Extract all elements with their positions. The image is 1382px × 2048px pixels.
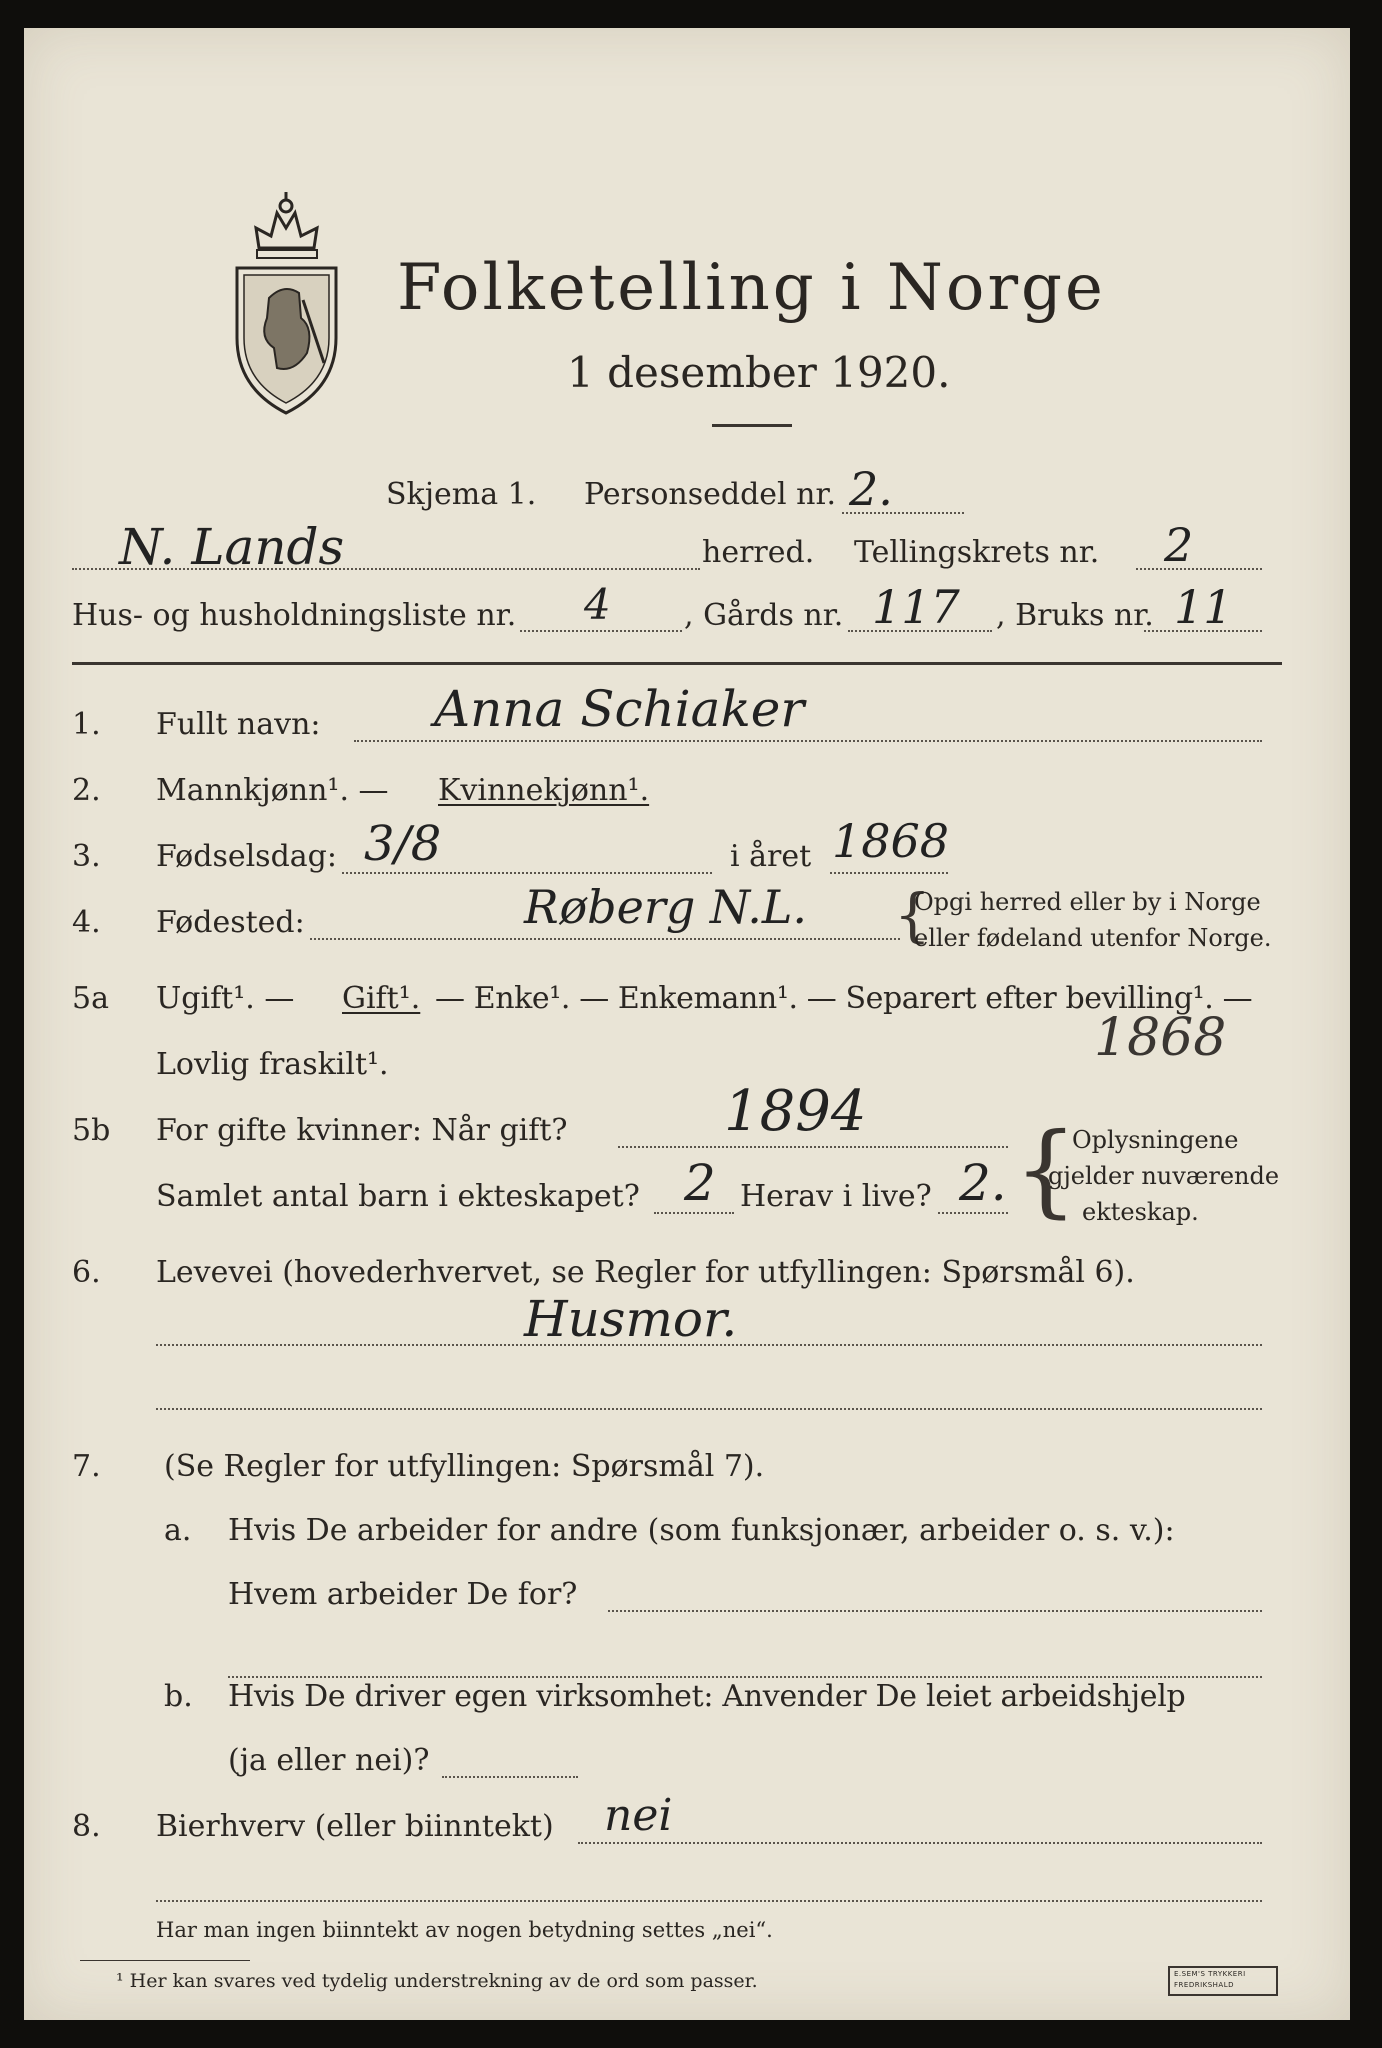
employer-line	[608, 1610, 1262, 1612]
q5a-label-before: Ugift¹. —	[156, 981, 295, 1016]
personseddel-number[interactable]: 2.	[849, 462, 893, 516]
q1-label: Fullt navn:	[156, 707, 321, 742]
q4-note-line1: Opgi herred eller by i Norge	[914, 888, 1261, 916]
q2-label: Mannkjønn¹. —	[156, 773, 389, 808]
birth-year-line	[830, 872, 948, 874]
tellingskrets-label: Tellingskrets nr.	[854, 535, 1100, 570]
full-name-value[interactable]: Anna Schiaker	[434, 680, 805, 738]
q7b-letter: b.	[164, 1679, 193, 1714]
q7b-label: Hvis De driver egen virksomhet: Anvender De leiet arbeidshjelp	[228, 1679, 1186, 1714]
q7a-question: Hvem arbeider De for?	[228, 1577, 578, 1612]
q5a-number: 5a	[72, 981, 109, 1016]
full-name-line	[354, 740, 1262, 742]
q7a-label: Hvis De arbeider for andre (som funksjonær, arbeider o. s. v.):	[228, 1513, 1175, 1548]
margin-note-year: 1868	[1094, 1008, 1227, 1068]
q5b-married-label: For gifte kvinner: Når gift?	[156, 1113, 568, 1148]
hired-help-line	[442, 1776, 578, 1778]
q5b-alive-label: Herav i live?	[740, 1179, 932, 1214]
title-divider	[712, 424, 792, 427]
bruks-label: , Bruks nr.	[996, 598, 1154, 633]
q5b-brace: {	[1014, 1111, 1078, 1228]
birthplace-line	[310, 938, 900, 940]
q5a-label-after: — Enke¹. — Enkemann¹. — Separert efter bevilling¹. —	[435, 981, 1253, 1016]
personseddel-label: Personseddel nr.	[584, 477, 837, 512]
census-form-sheet	[24, 28, 1350, 2020]
birthday-value[interactable]: 3/8	[364, 816, 442, 872]
married-year-value[interactable]: 1894	[724, 1079, 867, 1144]
children-line	[654, 1212, 734, 1214]
occupation-line2	[156, 1408, 1262, 1410]
q2-number: 2.	[72, 773, 101, 808]
herred-value[interactable]: N. Lands	[119, 518, 345, 576]
coat-of-arms-icon	[229, 188, 344, 418]
q4-note-line2: eller fødeland utenfor Norge.	[914, 924, 1272, 952]
q5b-note-line3: ekteskap.	[1082, 1198, 1199, 1226]
q3-label: Fødselsdag:	[156, 839, 337, 874]
q8-number: 8.	[72, 1809, 101, 1844]
alive-value[interactable]: 2.	[959, 1154, 1007, 1212]
side-income-line2	[156, 1900, 1262, 1902]
header-divider	[72, 662, 1282, 665]
q6-label: Levevei (hovederhvervet, se Regler for utfyllingen: Spørsmål 6).	[156, 1255, 1135, 1290]
q2-selected-option: Kvinnekjønn¹.	[438, 773, 650, 808]
q4-label: Fødested:	[156, 905, 305, 940]
married-year-line	[618, 1146, 1008, 1148]
schema-label: Skjema 1.	[386, 477, 537, 512]
q6-number: 6.	[72, 1255, 101, 1290]
q3-number: 3.	[72, 839, 101, 874]
side-income-line	[578, 1842, 1262, 1844]
q5a-selected-option: Gift¹.	[342, 981, 421, 1016]
footnote: ¹ Her kan svares ved tydelig understrekning av de ord som passer.	[116, 1970, 758, 1992]
gards-label: , Gårds nr.	[684, 598, 844, 633]
employer-line2	[228, 1676, 1262, 1678]
husholdningsliste-label: Hus- og husholdningsliste nr.	[72, 598, 517, 633]
income-note: Har man ingen biinntekt av nogen betydning settes „nei“.	[156, 1918, 773, 1942]
birth-year-value[interactable]: 1868	[832, 814, 950, 868]
q1-number: 1.	[72, 707, 101, 742]
occupation-line1	[156, 1344, 1262, 1346]
q7-label: (Se Regler for utfyllingen: Spørsmål 7).	[164, 1449, 765, 1484]
q5a-label-line2: Lovlig fraskilt¹.	[156, 1047, 389, 1082]
q5b-number: 5b	[72, 1113, 111, 1148]
side-income-value[interactable]: nei	[604, 1790, 673, 1841]
q5b-note-line2: gjelder nuværende	[1048, 1162, 1280, 1190]
q4-number: 4.	[72, 905, 101, 940]
q7-number: 7.	[72, 1449, 101, 1484]
q5b-children-label: Samlet antal barn i ekteskapet?	[156, 1179, 640, 1214]
q7b-question: (ja eller nei)?	[228, 1743, 430, 1778]
form-title: Folketelling i Norge	[397, 251, 1106, 325]
q8-label: Bierhverv (eller biinntekt)	[156, 1809, 554, 1844]
bruks-value[interactable]: 11	[1174, 580, 1233, 634]
gards-value[interactable]: 117	[872, 580, 960, 634]
q7a-letter: a.	[164, 1513, 192, 1548]
q4-brace: {	[894, 881, 931, 949]
q5b-note-line1: Oplysningene	[1072, 1126, 1239, 1154]
husholdningsliste-line	[520, 630, 682, 632]
printer-stamp: E.SEM'S TRYKKERI FREDRIKSHALD	[1168, 1966, 1278, 1996]
footnote-divider	[80, 1960, 250, 1961]
birthday-line	[342, 872, 712, 874]
tellingskrets-value[interactable]: 2	[1164, 518, 1194, 572]
q3-year-label: i året	[730, 839, 812, 874]
occupation-value[interactable]: Husmor.	[524, 1290, 738, 1348]
husholdningsliste-value[interactable]: 4	[584, 580, 611, 629]
tellingskrets-line	[1136, 568, 1262, 570]
herred-label: herred.	[702, 535, 815, 570]
birthplace-value[interactable]: Røberg N.L.	[524, 880, 808, 934]
form-date: 1 desember 1920.	[567, 348, 951, 397]
alive-line	[938, 1212, 1008, 1214]
children-value[interactable]: 2	[684, 1154, 716, 1212]
